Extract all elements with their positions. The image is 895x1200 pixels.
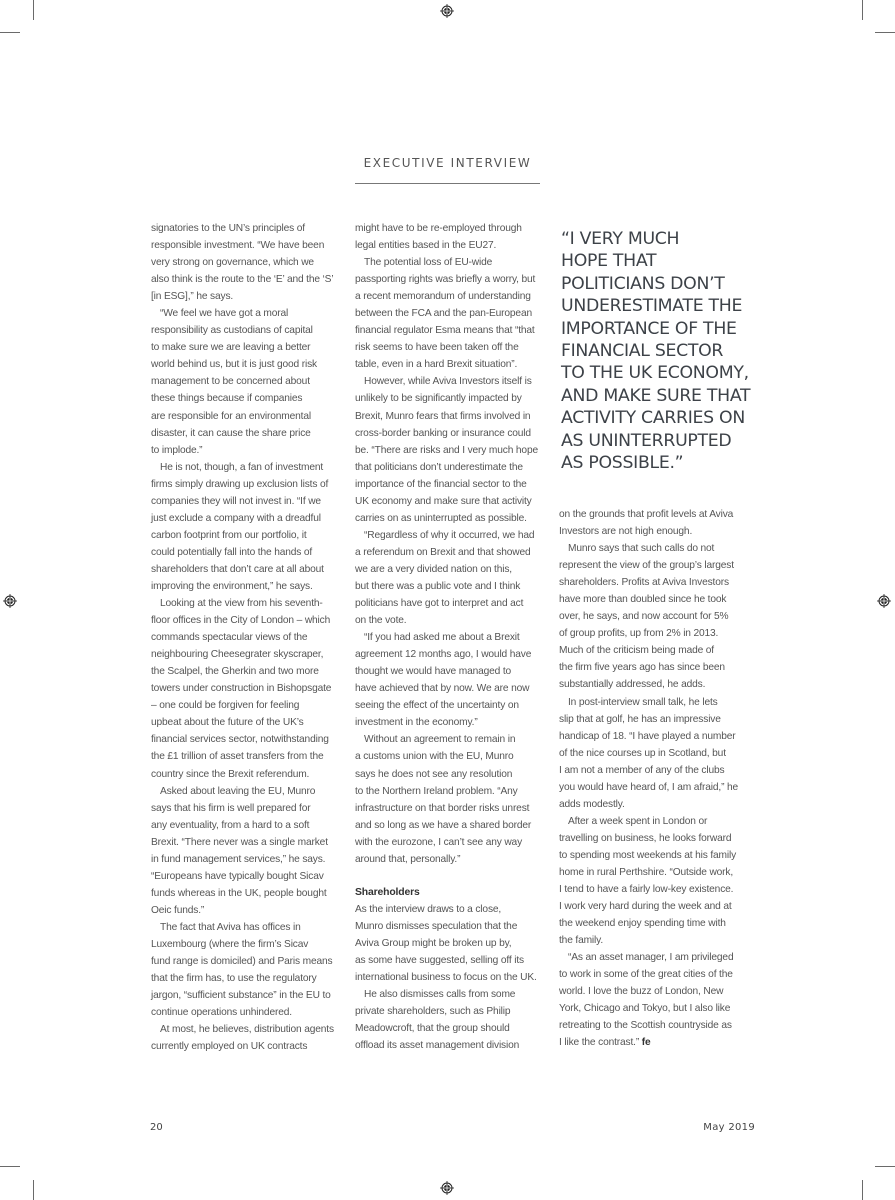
- text-line: around that, personally.”: [355, 853, 461, 865]
- registration-mark-bottom-icon: [440, 1181, 454, 1195]
- text-line: agreement 12 months ago, I would have: [355, 649, 532, 661]
- text-line: ACTIVITY CARRIES ON: [561, 408, 745, 429]
- section-title-rule: [355, 183, 540, 184]
- text-line: disaster, it can cause the share price: [151, 427, 311, 439]
- registration-mark-top-icon: [440, 4, 454, 18]
- column-2-text-before-heading: [355, 220, 545, 868]
- text-line: have more than doubled since he took: [559, 594, 727, 606]
- crop-mark-top-right: [862, 0, 863, 20]
- text-line: Looking at the view from his seventh-: [160, 598, 323, 610]
- text-line: However, while Aviva Investors itself is: [364, 376, 532, 388]
- text-line: He is not, though, a fan of investment: [160, 461, 324, 473]
- text-line: I tend to have a fairly low-key existence.: [559, 884, 734, 896]
- text-line: seeing the effect of the uncertainty on: [355, 700, 519, 712]
- text-line: towers under construction in Bishopsgate: [151, 683, 332, 695]
- crop-mark-top-left: [33, 0, 34, 20]
- text-line: the family.: [559, 935, 604, 947]
- text-line: HOPE THAT: [561, 251, 657, 272]
- registration-mark-left-icon: [3, 594, 17, 608]
- text-line: any eventuality, from a hard to a soft: [151, 819, 310, 831]
- text-line: “Regardless of why it occurred, we had: [364, 529, 535, 541]
- text-line: travelling on business, he looks forward: [559, 832, 732, 844]
- text-line: commands spectacular views of the: [151, 632, 308, 644]
- text-line: the £1 trillion of asset transfers from the: [151, 751, 324, 763]
- crop-mark-bottom-left: [33, 1180, 34, 1200]
- text-line: Meadowcroft, that the group should: [355, 1023, 510, 1035]
- text-line: jargon, “sufficient substance” in the EU to: [151, 990, 331, 1002]
- text-line: to spending most weekends at his family: [559, 849, 737, 861]
- text-line: as some have suggested, selling off its: [355, 954, 524, 966]
- text-line: the firm five years ago has since been: [559, 662, 725, 674]
- text-line: carbon footprint from our portfolio, it: [151, 529, 307, 541]
- text-line: Oeic funds.”: [151, 904, 205, 916]
- text-line: York, Chicago and Tokyo, but I also like: [559, 1003, 731, 1015]
- text-line: very strong on governance, which we: [151, 257, 314, 269]
- text-line: POLITICIANS DON’T: [561, 273, 725, 294]
- text-line: At most, he believes, distribution agents: [160, 1024, 334, 1036]
- text-line: substantially addressed, he adds.: [559, 679, 706, 691]
- text-line: but there was a public vote and I think: [355, 580, 521, 592]
- crop-mark-bottom-right: [862, 1180, 863, 1200]
- text-line: AS UNINTERRUPTED: [561, 430, 732, 451]
- article-column-1: [151, 220, 341, 1055]
- text-line: upbeat about the future of the UK’s: [151, 717, 304, 729]
- text-line: continue operations unhindered.: [151, 1007, 292, 1019]
- text-line: says that his firm is well prepared for: [151, 802, 311, 814]
- text-line: financial services sector, notwithstanding: [151, 734, 329, 746]
- text-line: neighbouring Cheesegrater skyscraper,: [151, 649, 324, 661]
- text-line: responsibility as custodians of capital: [151, 325, 313, 337]
- text-line: handicap of 18. “I have played a number: [559, 730, 736, 742]
- text-line: and so long as we have a shared border: [355, 819, 532, 831]
- text-line: world behind us, but it is just good risk: [151, 359, 317, 371]
- text-line: Asked about leaving the EU, Munro: [160, 785, 316, 797]
- text-line: passporting rights was briefly a worry, but: [355, 274, 536, 286]
- text-line: “As an asset manager, I am privileged: [568, 952, 734, 964]
- text-line: fund range is domiciled) and Paris means: [151, 956, 333, 968]
- text-line: signatories to the UN’s principles of: [151, 223, 305, 234]
- text-line: could potentially fall into the hands of: [151, 546, 313, 558]
- text-line: In post-interview small talk, he lets: [568, 696, 718, 708]
- text-line: I like the contrast.” fe: [559, 1037, 651, 1049]
- text-line: world. I love the buzz of London, New: [559, 986, 724, 998]
- text-line: of the nice courses up in Scotland, but: [559, 747, 726, 759]
- text-line: the weekend enjoy spending time with: [559, 918, 726, 930]
- text-line: funds whereas in the UK, people bought: [151, 887, 327, 899]
- text-line: represent the view of the group’s largest: [559, 560, 734, 572]
- pull-quote: [561, 228, 751, 474]
- text-line: Brexit. “There never was a single market: [151, 836, 328, 848]
- text-line: of group profits, up from 2% in 2013.: [559, 628, 719, 640]
- text-line: just exclude a company with a dreadful: [151, 512, 321, 524]
- text-line: a customs union with the EU, Munro: [355, 751, 514, 763]
- text-line: politicians have got to interpret and act: [355, 598, 524, 610]
- article-column-2: [355, 220, 545, 1054]
- text-line: home in rural Perthshire. “Outside work,: [559, 866, 734, 878]
- text-line: management to be concerned about: [151, 376, 310, 388]
- text-line: IMPORTANCE OF THE: [561, 318, 737, 339]
- section-title: EXECUTIVE INTERVIEW: [363, 156, 532, 170]
- page-number: 20: [150, 1122, 163, 1133]
- text-line: shareholders that don’t care at all about: [151, 563, 324, 575]
- end-of-article-mark: fe: [639, 1037, 651, 1049]
- text-line: The fact that Aviva has offices in: [160, 921, 301, 933]
- text-line: are responsible for an environmental: [151, 410, 311, 422]
- text-line: adds modestly.: [559, 798, 625, 810]
- text-line: Without an agreement to remain in: [364, 734, 516, 746]
- text-line: offload its asset management division: [355, 1040, 520, 1052]
- crop-mark-top-right-h: [875, 32, 895, 33]
- text-line: legal entities based in the EU27.: [355, 240, 497, 252]
- text-line: firms simply drawing up exclusion lists of: [151, 478, 329, 490]
- text-line: also think is the route to the ‘E’ and the ‘S’: [151, 274, 334, 286]
- text-line: Munro says that such calls do not: [568, 543, 715, 555]
- text-line: AND MAKE SURE THAT: [561, 385, 751, 406]
- crop-mark-bottom-left-h: [0, 1166, 20, 1167]
- text-line: over, he says, and now account for 5%: [559, 611, 729, 623]
- issue-date: May 2019: [703, 1122, 755, 1133]
- text-line: to make sure we are leaving a better: [151, 342, 311, 354]
- text-line: slip that at golf, he has an impressive: [559, 713, 721, 725]
- text-line: [in ESG],” he says.: [151, 291, 234, 303]
- text-line: private shareholders, such as Philip: [355, 1006, 511, 1018]
- text-line: infrastructure on that border risks unrest: [355, 802, 530, 814]
- text-line: FINANCIAL SECTOR: [561, 341, 724, 362]
- text-line: be. “There are risks and I very much hope: [355, 444, 538, 456]
- crop-mark-top-left-h: [0, 32, 20, 33]
- text-line: to the Northern Ireland problem. “Any: [355, 785, 518, 797]
- subheading-shareholders: Shareholders: [355, 886, 420, 898]
- text-line: you would have heard of, I am afraid,” he: [559, 781, 739, 793]
- text-line: TO THE UK ECONOMY,: [561, 363, 749, 384]
- text-line: says he does not see any resolution: [355, 768, 513, 780]
- text-line: improving the environment,” he says.: [151, 580, 313, 592]
- text-line: Much of the criticism being made of: [559, 645, 714, 657]
- text-line: unlikely to be significantly impacted by: [355, 393, 522, 405]
- text-line: currently employed on UK contracts: [151, 1041, 308, 1053]
- text-line: I am not a member of any of the clubs: [559, 764, 725, 776]
- text-line: importance of the financial sector to the: [355, 478, 527, 490]
- text-line: risk seems to have been taken off the: [355, 342, 519, 354]
- text-line: in fund management services,” he says.: [151, 853, 326, 865]
- registration-mark-right-icon: [877, 594, 891, 608]
- text-line: with the eurozone, I can’t see any way: [355, 836, 523, 848]
- text-line: a recent memorandum of understanding: [355, 291, 531, 303]
- text-line: “If you had asked me about a Brexit: [364, 632, 520, 644]
- text-line: carries on as uninterrupted as possible.: [355, 512, 527, 524]
- text-line: between the FCA and the pan-European: [355, 308, 532, 320]
- text-line: I work very hard during the week and at: [559, 901, 732, 913]
- text-line: After a week spent in London or: [568, 815, 708, 827]
- text-line: might have to be re-employed through: [355, 223, 522, 234]
- text-line: shareholders. Profits at Aviva Investors: [559, 577, 729, 589]
- text-line: these things because if companies: [151, 393, 303, 405]
- text-line: Luxembourg (where the firm’s Sicav: [151, 938, 309, 950]
- text-line: responsible investment. “We have been: [151, 240, 325, 252]
- text-line: a referendum on Brexit and that showed: [355, 546, 531, 558]
- text-line: we are a very divided nation on this,: [355, 563, 512, 575]
- text-line: retreating to the Scottish countryside as: [559, 1020, 732, 1032]
- text-line: thought we would have managed to: [355, 666, 512, 678]
- text-line: “Europeans have typically bought Sicav: [151, 870, 324, 882]
- column-3-text: [559, 506, 749, 1052]
- text-line: that the firm has, to use the regulatory: [151, 973, 317, 985]
- text-line: He also dismisses calls from some: [364, 989, 516, 1001]
- text-line: on the vote.: [355, 615, 407, 627]
- text-line: floor offices in the City of London – which: [151, 615, 331, 627]
- text-line: – one could be forgiven for feeling: [151, 700, 300, 712]
- text-line: UNDERESTIMATE THE: [561, 296, 743, 317]
- text-line: cross-border banking or insurance could: [355, 427, 531, 439]
- article-column-3: [559, 506, 749, 1052]
- text-line: international business to focus on the UK.: [355, 971, 537, 983]
- text-line: Investors are not high enough.: [559, 526, 693, 538]
- text-line: to implode.”: [151, 444, 203, 456]
- text-line: Munro dismisses speculation that the: [355, 920, 518, 932]
- column-2-text-after-heading: [355, 901, 545, 1054]
- text-line: companies they will not invest in. “If we: [151, 495, 321, 507]
- text-line: As the interview draws to a close,: [355, 903, 502, 915]
- crop-mark-bottom-right-h: [875, 1166, 895, 1167]
- text-line: AS POSSIBLE.”: [561, 453, 684, 474]
- text-line: have achieved that by now. We are now: [355, 683, 530, 695]
- text-line: investment in the economy.”: [355, 717, 478, 729]
- text-line: table, even in a hard Brexit situation”.: [355, 359, 518, 371]
- text-line: “We feel we have got a moral: [160, 308, 289, 320]
- text-line: the Scalpel, the Gherkin and two more: [151, 666, 319, 678]
- text-line: Aviva Group might be broken up by,: [355, 937, 512, 949]
- text-line: “I VERY MUCH: [561, 229, 680, 249]
- text-line: on the grounds that profit levels at Aviva: [559, 509, 734, 520]
- text-line: The potential loss of EU-wide: [364, 257, 493, 269]
- text-line: that politicians don’t underestimate the: [355, 461, 523, 473]
- text-line: to work in some of the great cities of the: [559, 969, 733, 981]
- text-line: country since the Brexit referendum.: [151, 768, 310, 780]
- text-line: UK economy and make sure that activity: [355, 495, 532, 507]
- text-line: financial regulator Esma means that “that: [355, 325, 535, 337]
- text-line: Brexit, Munro fears that firms involved in: [355, 410, 531, 422]
